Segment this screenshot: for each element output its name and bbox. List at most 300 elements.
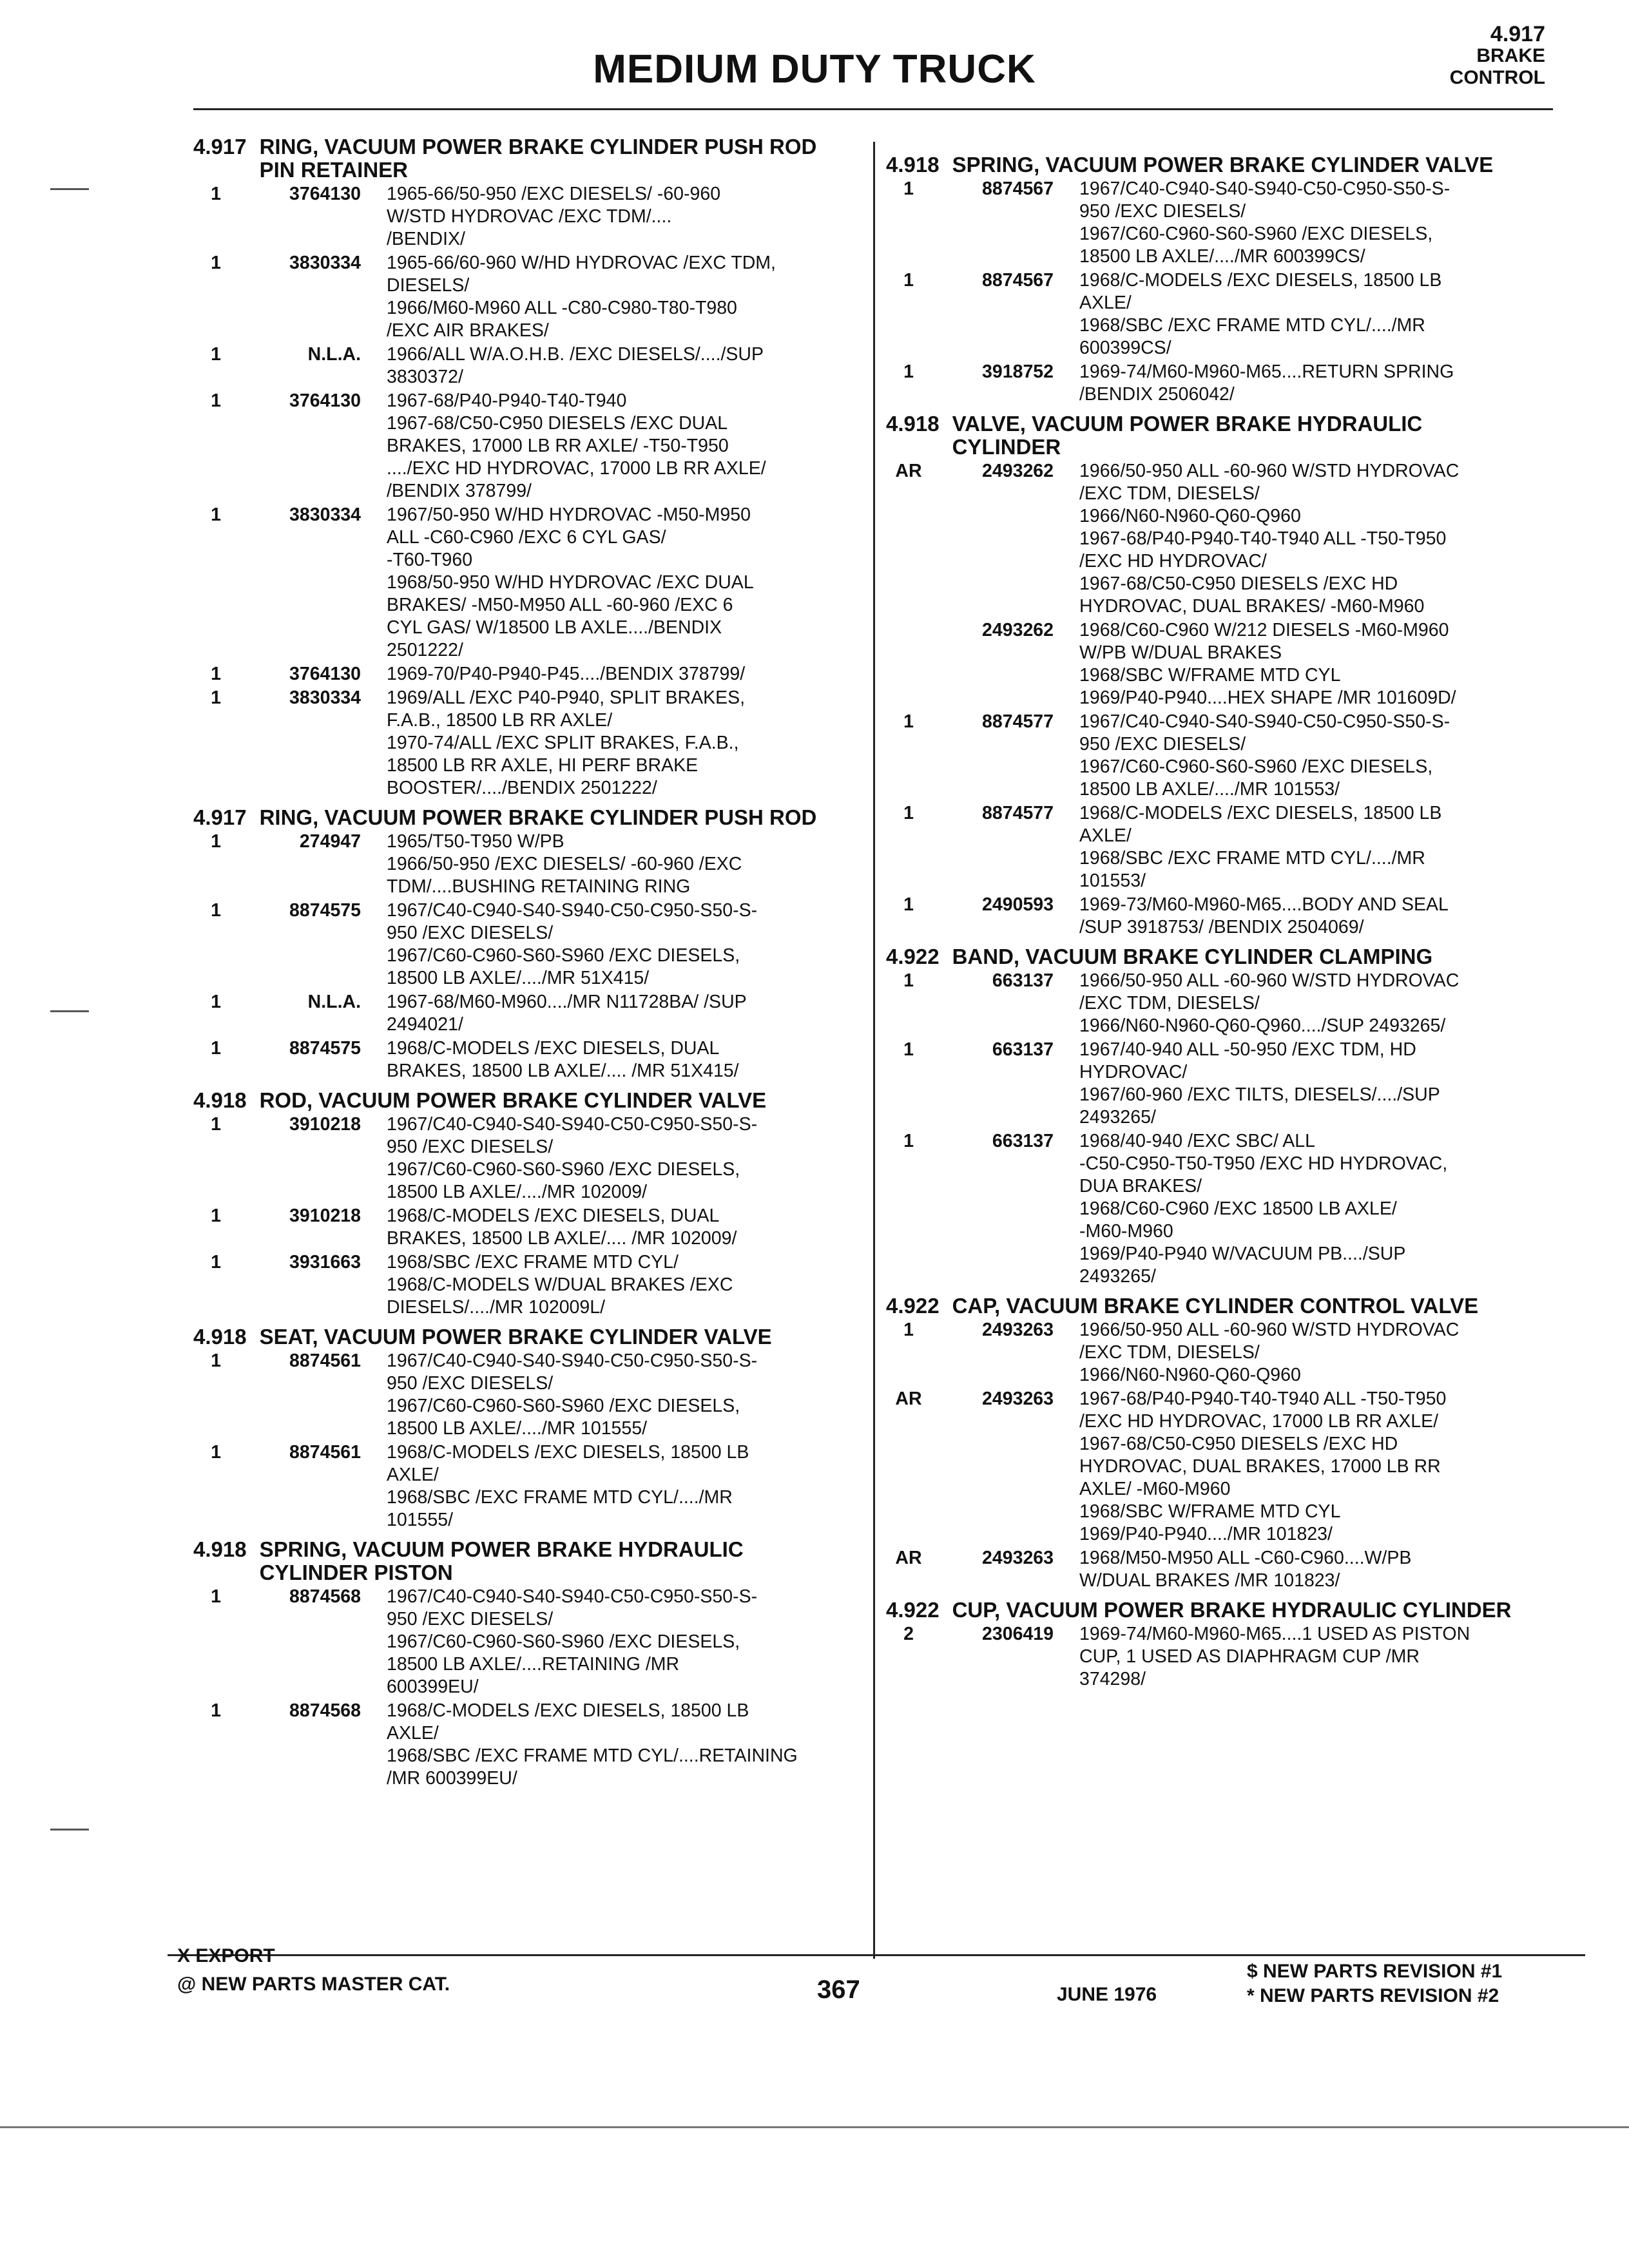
parts-section [193, 1538, 857, 1790]
application-line: DIESELS/ [387, 275, 470, 296]
application-notes [387, 252, 857, 342]
section-title: SPRING, VACUUM POWER BRAKE CYLINDER VALVE [952, 153, 1494, 177]
part-number: 2493262 [982, 620, 1054, 640]
application-line: 1968/SBC W/FRAME MTD CYL [1079, 665, 1341, 686]
part-entry [193, 1700, 857, 1790]
quantity: 1 [211, 687, 221, 708]
application-notes [1079, 1039, 1537, 1129]
quantity: 1 [903, 894, 914, 915]
part-entry [886, 802, 1537, 892]
application-notes [387, 1441, 857, 1532]
part-entry [193, 1037, 857, 1082]
application-line: 1968/C-MODELS /EXC DIESELS, DUAL [387, 1038, 720, 1059]
part-number: 3918752 [982, 361, 1054, 382]
application-line: W/PB W/DUAL BRAKES [1079, 642, 1282, 663]
part-entry [886, 460, 1537, 618]
application-line: 1968/SBC /EXC FRAME MTD CYL/..../MR [1079, 315, 1425, 336]
parts-section [886, 1294, 1537, 1592]
section-heading [886, 153, 1537, 177]
margin-tick-2 [50, 1010, 89, 1012]
application-line: 18500 LB AXLE/..../MR 102009/ [387, 1182, 648, 1202]
part-number: N.L.A. [307, 992, 361, 1012]
application-line: 374298/ [1079, 1669, 1146, 1689]
application-line: 1967-68/P40-P940-T40-T940 ALL -T50-T950 [1079, 528, 1447, 549]
application-line: 1969-74/M60-M960-M65....RETURN SPRING [1079, 361, 1454, 382]
column-divider [873, 142, 875, 1959]
application-notes [387, 1350, 857, 1440]
application-notes [1079, 1388, 1537, 1546]
application-line: 1969-73/M60-M960-M65....BODY AND SEAL [1079, 894, 1449, 915]
section-badge [1450, 23, 1545, 89]
application-notes [387, 831, 857, 898]
part-number: 8874568 [289, 1700, 361, 1721]
part-number: 8874577 [982, 711, 1054, 732]
application-notes [387, 1586, 857, 1698]
quantity: AR [895, 1389, 922, 1409]
application-notes [387, 991, 857, 1036]
application-line: /EXC HD HYDROVAC/ [1079, 551, 1267, 572]
application-line: 1969/P40-P940 W/VACUUM PB..../SUP [1079, 1244, 1406, 1264]
application-line: /MR 600399EU/ [387, 1768, 517, 1789]
application-notes [1079, 1623, 1537, 1691]
application-line: TDM/....BUSHING RETAINING RING [387, 876, 691, 897]
application-line: 1967/60-960 /EXC TILTS, DIESELS/..../SUP [1079, 1084, 1440, 1105]
application-line: AXLE/ [1079, 293, 1132, 313]
application-line: 1968/C-MODELS W/DUAL BRAKES /EXC [387, 1274, 733, 1295]
margin-tick-3 [50, 1829, 89, 1831]
application-line: F.A.B., 18500 LB RR AXLE/ [387, 710, 613, 731]
application-line: 1968/SBC /EXC FRAME MTD CYL/..../MR [1079, 848, 1425, 869]
application-line: 600399EU/ [387, 1677, 479, 1697]
application-line: -C50-C950-T50-T950 /EXC HD HYDROVAC, [1079, 1153, 1448, 1174]
part-entry [886, 894, 1537, 939]
section-badge-line2: CONTROL [1449, 67, 1545, 88]
application-line: 2493265/ [1079, 1107, 1156, 1128]
section-number: 4.922 [886, 945, 940, 968]
parts-section [193, 1325, 857, 1532]
application-line: 1967-68/C50-C950 DIESELS /EXC HD [1079, 573, 1398, 594]
application-line: 1967/C60-C960-S60-S960 /EXC DIESELS, [387, 945, 740, 966]
application-line: 950 /EXC DIESELS/ [387, 1137, 554, 1157]
application-line: 1968/C-MODELS /EXC DIESELS, 18500 LB [387, 1700, 749, 1721]
part-number: 3830334 [289, 505, 361, 525]
part-entry [886, 619, 1537, 709]
part-entry [193, 1441, 857, 1532]
part-number: 8874567 [982, 178, 1054, 199]
footer-revision-1: $ NEW PARTS REVISION #1 [1247, 1961, 1503, 1982]
quantity: 2 [903, 1624, 914, 1644]
application-line: 1968/C-MODELS /EXC DIESELS, 18500 LB [1079, 803, 1442, 823]
application-line: HYDROVAC, DUAL BRAKES, 17000 LB RR [1079, 1456, 1441, 1477]
application-line: 1968/C-MODELS /EXC DIESELS, DUAL [387, 1206, 720, 1226]
application-line: CUP, 1 USED AS DIAPHRAGM CUP /MR [1079, 1646, 1420, 1667]
part-number: 2493263 [982, 1320, 1054, 1340]
application-line: AXLE/ [387, 1723, 439, 1744]
section-number: 4.918 [193, 1325, 247, 1349]
part-number: 8874561 [289, 1350, 361, 1371]
section-title: CAP, VACUUM BRAKE CYLINDER CONTROL VALVE [952, 1294, 1479, 1318]
application-line: W/STD HYDROVAC /EXC TDM/.... [387, 206, 672, 227]
application-notes [1079, 711, 1537, 801]
quantity: 1 [211, 831, 221, 852]
application-notes [387, 1113, 857, 1204]
application-line: 1967-68/P40-P940-T40-T940 ALL -T50-T950 [1079, 1389, 1447, 1409]
application-line: BRAKES, 17000 LB RR AXLE/ -T50-T950 [387, 436, 729, 456]
application-line: /EXC HD HYDROVAC, 17000 LB RR AXLE/ [1079, 1411, 1439, 1432]
application-line: 1967-68/M60-M960..../MR N11728BA/ /SUP [387, 992, 747, 1012]
application-line: 1968/C-MODELS /EXC DIESELS, 18500 LB [1079, 270, 1442, 291]
part-number: 274947 [299, 831, 361, 852]
part-entry [886, 1130, 1537, 1288]
application-line: 101553/ [1079, 870, 1146, 891]
application-notes [1079, 1547, 1537, 1592]
part-entry [886, 1039, 1537, 1129]
application-line: 1966/50-950 /EXC DIESELS/ -60-960 /EXC [387, 854, 742, 874]
quantity: 1 [211, 1114, 221, 1135]
application-notes [387, 687, 857, 800]
application-line: 1967/C40-C940-S40-S940-C50-C950-S50-S- [387, 1114, 758, 1135]
footer-revision-2: * NEW PARTS REVISION #2 [1247, 1985, 1499, 2006]
application-notes [1079, 269, 1537, 360]
application-line: HYDROVAC/ [1079, 1062, 1188, 1082]
quantity: 1 [211, 505, 221, 525]
part-entry [886, 1623, 1537, 1691]
quantity: AR [895, 1548, 922, 1568]
application-notes [387, 504, 857, 662]
section-heading [193, 1089, 857, 1112]
application-line: 600399CS/ [1079, 338, 1171, 358]
part-number: 663137 [992, 1131, 1054, 1151]
application-line: DIESELS/..../MR 102009L/ [387, 1297, 606, 1318]
application-line: BRAKES, 18500 LB AXLE/.... /MR 102009/ [387, 1228, 737, 1249]
application-notes [387, 1251, 857, 1319]
quantity: 1 [211, 184, 221, 204]
application-line: 1966/N60-N960-Q60-Q960 [1079, 1365, 1301, 1385]
application-line: BRAKES, 18500 LB AXLE/.... /MR 51X415/ [387, 1061, 739, 1081]
application-notes [387, 1037, 857, 1082]
part-number: 2493263 [982, 1389, 1054, 1409]
section-number: 4.918 [886, 153, 940, 177]
part-entry [886, 970, 1537, 1037]
application-line: 1967/C60-C960-S60-S960 /EXC DIESELS, [387, 1631, 740, 1652]
quantity: 1 [211, 344, 221, 365]
application-line: 950 /EXC DIESELS/ [387, 1609, 554, 1629]
part-entry [193, 252, 857, 342]
section-title: RING, VACUUM POWER BRAKE CYLINDER PUSH ROD [259, 805, 817, 829]
quantity: 1 [211, 390, 221, 411]
application-notes [387, 343, 857, 389]
application-line: AXLE/ -M60-M960 [1079, 1479, 1231, 1499]
part-entry [193, 1251, 857, 1319]
application-line: 1969/P40-P940....HEX SHAPE /MR 101609D/ [1079, 687, 1456, 708]
application-notes [1079, 970, 1537, 1037]
application-line: 1967/40-940 ALL -50-950 /EXC TDM, HD [1079, 1039, 1416, 1060]
parts-section [886, 153, 1537, 406]
application-line: /EXC TDM, DIESELS/ [1079, 993, 1260, 1014]
quantity: 1 [903, 178, 914, 199]
part-entry [886, 178, 1537, 268]
application-line: 1969-74/M60-M960-M65....1 USED AS PISTON [1079, 1624, 1470, 1644]
part-entry [886, 1388, 1537, 1546]
application-line: 1966/50-950 ALL -60-960 W/STD HYDROVAC [1079, 461, 1460, 481]
application-line: 1965-66/50-950 /EXC DIESELS/ -60-960 [387, 184, 721, 204]
part-number: 8874575 [289, 1038, 361, 1059]
application-line: /SUP 3918753/ /BENDIX 2504069/ [1079, 917, 1364, 937]
application-notes [1079, 1319, 1537, 1387]
application-line: 1966/50-950 ALL -60-960 W/STD HYDROVAC [1079, 1320, 1460, 1340]
footer-date: JUNE 1976 [1057, 1984, 1157, 2005]
application-line: 1968/SBC /EXC FRAME MTD CYL/..../MR [387, 1487, 733, 1508]
margin-tick-1 [50, 188, 89, 190]
left-column [193, 129, 857, 1796]
section-title: ROD, VACUUM POWER BRAKE CYLINDER VALVE [259, 1088, 767, 1112]
section-heading [886, 1294, 1537, 1318]
application-notes [1079, 1130, 1537, 1288]
application-line: HYDROVAC, DUAL BRAKES/ -M60-M960 [1079, 596, 1425, 617]
part-entry [193, 183, 857, 251]
part-entry [193, 343, 857, 389]
application-line: 1967/C60-C960-S60-S960 /EXC DIESELS, [1079, 224, 1433, 244]
application-line: 1968/M50-M950 ALL -C60-C960....W/PB [1079, 1548, 1412, 1568]
application-line: 18500 LB AXLE/..../MR 101553/ [1079, 779, 1340, 800]
part-entry [193, 1113, 857, 1204]
application-line: CYL GAS/ W/18500 LB AXLE..../BENDIX [387, 617, 722, 638]
application-line: 18500 LB AXLE/....RETAINING /MR [387, 1654, 680, 1675]
application-line: 1968/40-940 /EXC SBC/ ALL [1079, 1131, 1315, 1151]
section-heading [886, 1599, 1537, 1622]
section-number: 4.922 [886, 1294, 940, 1318]
application-notes [387, 1205, 857, 1250]
page-number: 367 [817, 1975, 860, 2004]
application-line: BOOSTER/..../BENDIX 2501222/ [387, 778, 657, 798]
parts-section [886, 1599, 1537, 1691]
application-line: /BENDIX/ [387, 229, 465, 249]
application-notes [1079, 802, 1537, 892]
application-line: 950 /EXC DIESELS/ [1079, 734, 1246, 754]
application-line: 1967/C40-C940-S40-S940-C50-C950-S50-S- [387, 900, 758, 921]
section-number: 4.917 [193, 805, 247, 829]
part-entry [193, 899, 857, 990]
application-line: -T60-T960 [387, 550, 473, 570]
application-line: -M60-M960 [1079, 1221, 1173, 1242]
application-line: 2494021/ [387, 1014, 463, 1035]
part-entry [193, 1586, 857, 1698]
application-line: 1968/C60-C960 /EXC 18500 LB AXLE/ [1079, 1198, 1397, 1219]
application-line: 1966/50-950 ALL -60-960 W/STD HYDROVAC [1079, 970, 1460, 991]
application-line: 1967-68/P40-P940-T40-T940 [387, 390, 627, 411]
application-line: 1970-74/ALL /EXC SPLIT BRAKES, F.A.B., [387, 733, 739, 753]
section-heading [193, 1538, 857, 1584]
application-line: 18500 LB AXLE/..../MR 600399CS/ [1079, 246, 1365, 267]
application-line: 1965/T50-T950 W/PB [387, 831, 564, 852]
application-notes [387, 899, 857, 990]
section-title: SPRING, VACUUM POWER BRAKE HYDRAULIC CYLINDER PISTON [259, 1537, 744, 1584]
part-entry [193, 1205, 857, 1250]
section-title: BAND, VACUUM BRAKE CYLINDER CLAMPING [952, 945, 1433, 968]
quantity [886, 619, 931, 709]
parts-section [193, 1089, 857, 1319]
application-line: 1968/SBC /EXC FRAME MTD CYL/....RETAINING [387, 1745, 798, 1766]
section-heading [886, 945, 1537, 968]
application-line: 1967/C40-C940-S40-S940-C50-C950-S50-S- [1079, 178, 1451, 199]
application-line: 1966/M60-M960 ALL -C80-C980-T80-T980 [387, 298, 737, 318]
application-line: 1967/C60-C960-S60-S960 /EXC DIESELS, [387, 1396, 740, 1416]
quantity: 1 [211, 664, 221, 684]
section-number: 4.918 [193, 1088, 247, 1112]
application-line: 2501222/ [387, 640, 463, 660]
section-heading [193, 1325, 857, 1349]
right-column [886, 147, 1537, 1697]
application-line: 1969/ALL /EXC P40-P940, SPLIT BRAKES, [387, 687, 746, 708]
application-notes [1079, 178, 1537, 268]
application-notes [387, 1700, 857, 1790]
application-line: ALL -C60-C960 /EXC 6 CYL GAS/ [387, 527, 666, 548]
part-number: 3910218 [289, 1114, 361, 1135]
application-line: ..../EXC HD HYDROVAC, 17000 LB RR AXLE/ [387, 458, 766, 479]
application-line: 1967-68/C50-C950 DIESELS /EXC HD [1079, 1434, 1398, 1454]
parts-section [886, 945, 1537, 1288]
section-number: 4.917 [193, 135, 247, 159]
part-number: N.L.A. [307, 344, 361, 365]
application-line: 1967/50-950 W/HD HYDROVAC -M50-M950 [387, 505, 751, 525]
quantity: 1 [211, 1350, 221, 1371]
application-notes [1079, 361, 1537, 406]
part-number: 8874561 [289, 1442, 361, 1463]
quantity: 1 [211, 1700, 221, 1721]
footer-export: X EXPORT [177, 1945, 275, 1966]
parts-section [193, 806, 857, 1082]
quantity: 1 [211, 1038, 221, 1059]
part-number: 3764130 [289, 664, 361, 684]
section-heading [886, 412, 1537, 459]
section-title: VALVE, VACUUM POWER BRAKE HYDRAULIC CYLINDER [952, 412, 1423, 459]
part-entry [886, 1319, 1537, 1387]
part-entry [886, 1547, 1537, 1592]
application-notes [387, 183, 857, 251]
quantity: 1 [211, 1586, 221, 1607]
section-heading [193, 806, 857, 829]
application-line: 1966/N60-N960-Q60-Q960..../SUP 2493265/ [1079, 1015, 1446, 1036]
part-entry [193, 390, 857, 503]
section-title: SEAT, VACUUM POWER BRAKE CYLINDER VALVE [259, 1325, 772, 1349]
application-line: 1967/C40-C940-S40-S940-C50-C950-S50-S- [387, 1586, 758, 1607]
quantity: 1 [903, 970, 914, 991]
bottom-rule [0, 2126, 1629, 2128]
part-entry [886, 711, 1537, 801]
part-number: 663137 [992, 970, 1054, 991]
application-line: 950 /EXC DIESELS/ [387, 1373, 554, 1394]
quantity: 1 [903, 1039, 914, 1060]
part-entry [193, 504, 857, 662]
section-badge-number: 4.917 [1490, 22, 1545, 46]
quantity: 1 [211, 1252, 221, 1273]
application-line: 1967/C40-C940-S40-S940-C50-C950-S50-S- [1079, 711, 1451, 732]
application-line: BRAKES/ -M50-M950 ALL -60-960 /EXC 6 [387, 595, 733, 615]
application-line: 18500 LB AXLE/..../MR 51X415/ [387, 968, 650, 988]
quantity: 1 [211, 1442, 221, 1463]
section-number: 4.922 [886, 1598, 940, 1622]
footer-rule [168, 1954, 1585, 1956]
parts-section [193, 135, 857, 800]
part-number: 3830334 [289, 253, 361, 273]
quantity: 1 [903, 711, 914, 732]
application-line: /BENDIX 2506042/ [1079, 384, 1235, 405]
application-line: 1966/N60-N960-Q60-Q960 [1079, 506, 1301, 526]
application-notes [1079, 619, 1537, 709]
section-number: 4.918 [886, 412, 940, 436]
application-line: W/DUAL BRAKES /MR 101823/ [1079, 1570, 1340, 1591]
part-number: 8874567 [982, 270, 1054, 291]
quantity: 1 [211, 992, 221, 1012]
part-number: 3764130 [289, 184, 361, 204]
application-line: 1967-68/C50-C950 DIESELS /EXC DUAL [387, 413, 728, 434]
part-number: 3910218 [289, 1206, 361, 1226]
part-number: 8874577 [982, 803, 1054, 823]
application-line: 18500 LB AXLE/..../MR 101555/ [387, 1418, 648, 1439]
quantity: 1 [903, 803, 914, 823]
footer-master: @ NEW PARTS MASTER CAT. [177, 1974, 450, 1995]
application-notes [387, 390, 857, 503]
part-number: 2493262 [982, 461, 1054, 481]
application-line: 1968/SBC /EXC FRAME MTD CYL/ [387, 1252, 679, 1273]
part-entry [886, 269, 1537, 360]
application-notes [1079, 460, 1537, 618]
part-entry [193, 991, 857, 1036]
part-number: 663137 [992, 1039, 1054, 1060]
part-entry [193, 687, 857, 800]
application-line: 1967/C60-C960-S60-S960 /EXC DIESELS, [1079, 756, 1433, 777]
quantity: AR [895, 461, 922, 481]
part-number: 8874575 [289, 900, 361, 921]
part-entry [193, 663, 857, 686]
application-line: 101555/ [387, 1510, 454, 1530]
section-heading [193, 135, 857, 182]
quantity: 1 [211, 253, 221, 273]
section-badge-line1: BRAKE [1476, 45, 1545, 66]
application-notes [387, 663, 857, 686]
part-number: 3764130 [289, 390, 361, 411]
page-title: MEDIUM DUTY TRUCK [593, 47, 1036, 91]
application-notes [1079, 894, 1537, 939]
application-line: 1968/SBC W/FRAME MTD CYL [1079, 1501, 1341, 1522]
section-number: 4.918 [193, 1537, 247, 1561]
application-line: 18500 LB RR AXLE, HI PERF BRAKE [387, 755, 699, 776]
application-line: 3830372/ [387, 367, 463, 387]
section-title: CUP, VACUUM POWER BRAKE HYDRAULIC CYLINDER [952, 1598, 1512, 1622]
quantity: 1 [211, 900, 221, 921]
quantity: 1 [903, 270, 914, 291]
quantity: 1 [211, 1206, 221, 1226]
application-line: 1966/ALL W/A.O.H.B. /EXC DIESELS/..../SUP [387, 344, 764, 365]
part-entry [193, 831, 857, 898]
section-title: RING, VACUUM POWER BRAKE CYLINDER PUSH ROD PIN RETAINER [259, 135, 817, 182]
application-line: 950 /EXC DIESELS/ [1079, 201, 1246, 222]
application-line: 1968/C60-C960 W/212 DIESELS -M60-M960 [1079, 620, 1449, 640]
header-rule [193, 108, 1553, 110]
part-number: 3931663 [289, 1252, 361, 1273]
application-line: 1968/C-MODELS /EXC DIESELS, 18500 LB [387, 1442, 749, 1463]
application-line: 2493265/ [1079, 1266, 1156, 1287]
application-line: /EXC AIR BRAKES/ [387, 320, 549, 341]
application-line: AXLE/ [1079, 825, 1132, 846]
application-line: /EXC TDM, DIESELS/ [1079, 1342, 1260, 1363]
application-line: 1969/P40-P940..../MR 101823/ [1079, 1524, 1333, 1544]
application-line: AXLE/ [387, 1465, 439, 1485]
part-number: 2490593 [982, 894, 1054, 915]
part-number: 8874568 [289, 1586, 361, 1607]
quantity: 1 [903, 361, 914, 382]
part-number: 3830334 [289, 687, 361, 708]
